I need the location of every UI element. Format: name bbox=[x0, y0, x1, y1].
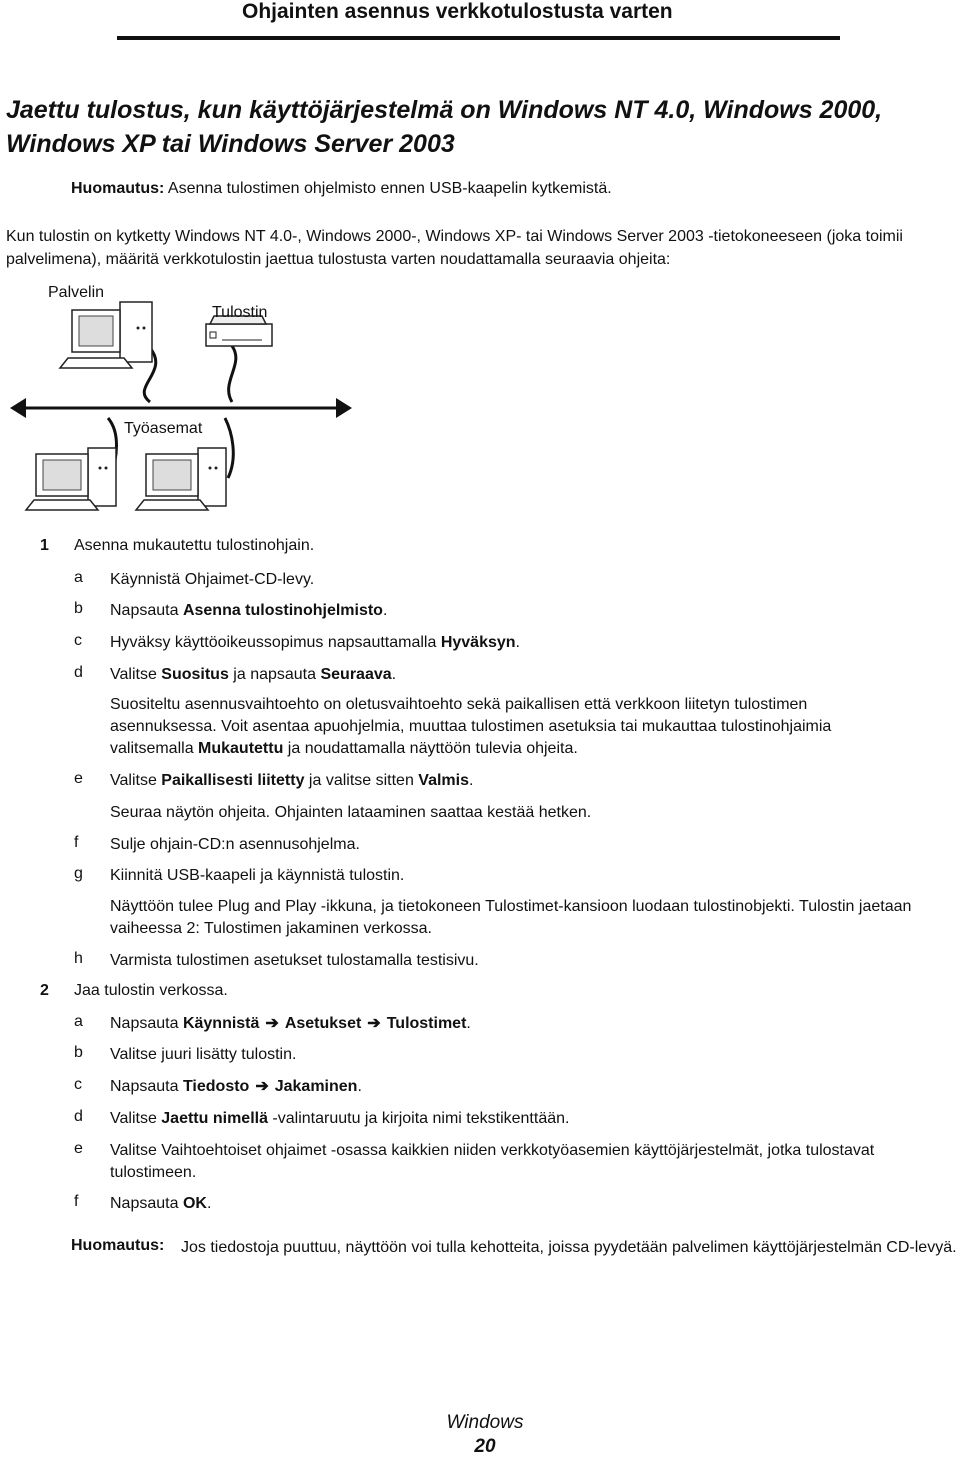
workstation-1-icon bbox=[26, 448, 116, 510]
step-1g-text: Kiinnitä USB-kaapeli ja käynnistä tulostin. bbox=[110, 867, 405, 884]
step-1h-text: Varmista tulostimen asetukset tulostamalla testisivu. bbox=[110, 952, 479, 969]
step-2d-letter: d bbox=[74, 1108, 83, 1125]
step-2b-text: Valitse juuri lisätty tulostin. bbox=[110, 1046, 297, 1063]
step-2c-letter: c bbox=[74, 1076, 82, 1093]
step-1b-text: Napsauta Asenna tulostinohjelmisto. bbox=[110, 602, 388, 619]
arrow-icon: ➔ bbox=[265, 1015, 279, 1032]
server-computer-icon bbox=[60, 302, 152, 368]
arrow-icon: ➔ bbox=[255, 1078, 269, 1095]
section-title: Jaettu tulostus, kun käyttöjärjestelmä on Windows NT 4.0, Windows 2000, Windows XP tai Windows Server 2003 bbox=[6, 96, 883, 158]
step-1d-text: Valitse Suositus ja napsauta Seuraava. bbox=[110, 666, 397, 683]
step-2f-text: Napsauta OK. bbox=[110, 1195, 212, 1212]
step-1-title: Asenna mukautettu tulostinohjain. bbox=[74, 537, 315, 554]
network-diagram-svg bbox=[0, 282, 960, 522]
step-1e-letter: e bbox=[74, 770, 83, 787]
step-1c-letter: c bbox=[74, 632, 82, 649]
step-2-number: 2 bbox=[40, 982, 49, 999]
step-2a-letter: a bbox=[74, 1013, 83, 1030]
header-rule bbox=[117, 36, 840, 40]
footer-page-number: 20 bbox=[474, 1436, 496, 1457]
step-1a-letter: a bbox=[74, 569, 83, 586]
step-1-number: 1 bbox=[40, 537, 49, 554]
step-1c-text: Hyväksy käyttöoikeussopimus napsauttamalla Hyväksyn. bbox=[110, 634, 520, 651]
network-diagram bbox=[0, 282, 960, 522]
step-2d-text: Valitse Jaettu nimellä -valintaruutu ja kirjoita nimi tekstikenttään. bbox=[110, 1110, 570, 1127]
step-2b-letter: b bbox=[74, 1044, 83, 1061]
note-top bbox=[71, 180, 612, 198]
printer-cable bbox=[229, 346, 236, 402]
step-2e-letter: e bbox=[74, 1140, 83, 1157]
workstations-label: Työasemat bbox=[124, 420, 203, 437]
step-1f-text: Sulje ohjain-CD:n asennusohjelma. bbox=[110, 836, 360, 853]
arrow-icon: ➔ bbox=[367, 1015, 381, 1032]
note-bottom-label: Huomautus: bbox=[71, 1237, 165, 1254]
step-2-title: Jaa tulostin verkossa. bbox=[74, 982, 228, 999]
network-arrow-left bbox=[10, 398, 26, 418]
note-bottom-text: Jos tiedostoja puuttuu, näyttöön voi tulla kehotteita, joissa pyydetään palvelimen käyttöjärjestelmän CD-levyä. bbox=[181, 1239, 957, 1256]
step-2a-text: Napsauta Käynnistä ➔ Asetukset ➔ Tulostimet. bbox=[110, 1013, 960, 1035]
step-1d-letter: d bbox=[74, 664, 83, 681]
workstation-2-icon bbox=[136, 448, 226, 510]
note-top-label: Huomautus: bbox=[71, 180, 165, 197]
step-1e-paragraph: Seuraa näytön ohjeita. Ohjainten lataaminen saattaa kestää hetken. bbox=[110, 804, 592, 821]
step-1g-paragraph: Näyttöön tulee Plug and Play -ikkuna, ja tietokoneen Tulostimet-kansioon luodaan tulostinobjekti. Tulostin jaetaan vaiheessa 2: Tulostimen jakaminen verkossa. bbox=[110, 898, 912, 937]
step-2f-letter: f bbox=[74, 1193, 79, 1210]
header-title: Ohjainten asennus verkkotulostusta varten bbox=[242, 0, 673, 23]
footer-section: Windows bbox=[446, 1412, 524, 1433]
step-1a-text: Käynnistä Ohjaimet-CD-levy. bbox=[110, 571, 315, 588]
step-1f-letter: f bbox=[74, 834, 79, 851]
step-1h-letter: h bbox=[74, 950, 83, 967]
server-label: Palvelin bbox=[48, 284, 105, 301]
step-1e-text: Valitse Paikallisesti liitetty ja valitse sitten Valmis. bbox=[110, 772, 474, 789]
note-top-text: Asenna tulostimen ohjelmisto ennen USB-kaapelin kytkemistä. bbox=[167, 180, 612, 197]
step-2e-text: Valitse Vaihtoehtoiset ohjaimet -osassa kaikkien niiden verkkotyöasemien käyttöjärjestelmät, jotka tulostavat tulostimeen. bbox=[110, 1142, 875, 1181]
printer-label: Tulostin bbox=[212, 304, 268, 321]
step-1d-paragraph: Suositeltu asennusvaihtoehto on oletusvaihtoehto sekä paikallisen että verkkoon liitetyn tulostimen asennuksessa. Voit asentaa apuohjelmia, muuttaa tulostimen asetuksia tai mukauttaa tulostinohjaimia valitsemalla Mukautettu ja noudattamalla näyttöön tulevia ohjeita. bbox=[110, 696, 832, 757]
step-1g-letter: g bbox=[74, 865, 83, 882]
step-1b-letter: b bbox=[74, 600, 83, 617]
intro-paragraph: Kun tulostin on kytketty Windows NT 4.0-, Windows 2000-, Windows XP- tai Windows Server 2003 -tietokoneeseen (joka toimii palvelimena), määritä verkkotulostin jaettua tulostusta varten noudattamalla seuraavia ohjeita: bbox=[6, 228, 903, 268]
network-arrow-right bbox=[336, 398, 352, 418]
step-2c-text: Napsauta Tiedosto ➔ Jakaminen. bbox=[110, 1076, 960, 1098]
